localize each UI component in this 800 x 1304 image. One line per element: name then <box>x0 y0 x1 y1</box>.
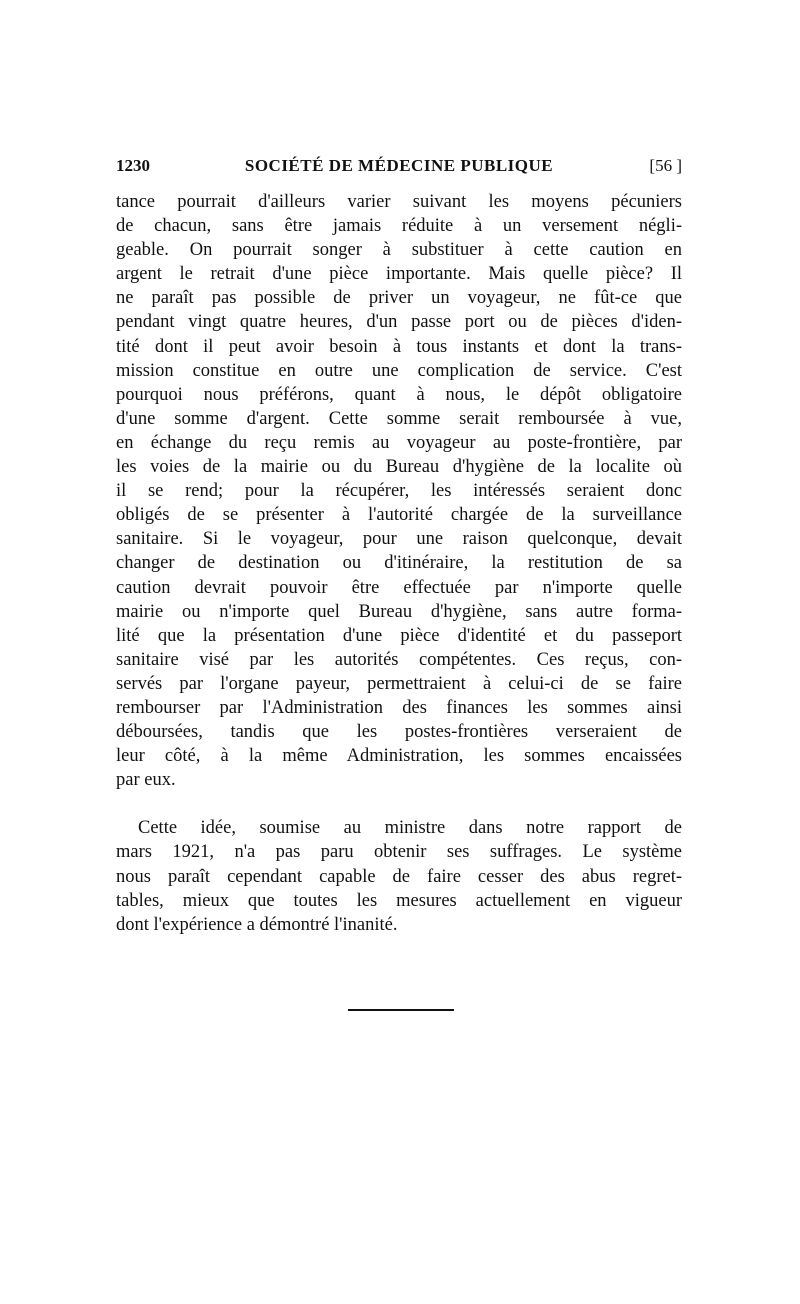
bracket-reference: [56 ] <box>649 156 682 175</box>
paragraph-2 <box>116 816 682 936</box>
text-line: tité dont il peut avoir besoin à tous instants et dont la trans- <box>116 336 682 357</box>
text-line: caution devrait pouvoir être effectuée par n'importe quelle <box>116 577 682 598</box>
text-line: les voies de la mairie ou du Bureau d'hygiène de la localite où <box>116 457 682 478</box>
text-line: sanitaire visé par les autorités compétentes. Ces reçus, con- <box>116 649 682 670</box>
text-line: lité que la présentation d'une pièce d'identité et du passeport <box>116 625 682 646</box>
running-title: SOCIÉTÉ DE MÉDECINE PUBLIQUE <box>244 156 554 175</box>
paragraph-1 <box>116 190 682 792</box>
text-line: Cette idée, soumise au ministre dans notre rapport de <box>138 818 682 839</box>
text-line: pourquoi nous préférons, quant à nous, le dépôt obligatoire <box>116 384 682 405</box>
page-body <box>116 190 682 937</box>
text-line: ne paraît pas possible de priver un voyageur, ne fût-ce que <box>116 288 682 309</box>
text-line: changer de destination ou d'itinéraire, la restitution de sa <box>116 553 682 574</box>
text-line: déboursées, tandis que les postes-frontières verseraient de <box>116 722 682 743</box>
text-line: mars 1921, n'a pas paru obtenir ses suffrages. Le système <box>116 842 682 863</box>
text-line: pendant vingt quatre heures, d'un passe port ou de pièces d'iden- <box>116 312 682 333</box>
text-line: obligés de se présenter à l'autorité chargée de la surveillance <box>116 505 682 526</box>
text-line: nous paraît cependant capable de faire cesser des abus regret- <box>116 866 682 887</box>
text-line: tance pourrait d'ailleurs varier suivant les moyens pécuniers <box>116 192 682 212</box>
text-line: rembourser par l'Administration des finances les sommes ainsi <box>116 697 682 718</box>
paragraph-gap <box>116 792 682 816</box>
section-end-rule <box>348 1009 454 1011</box>
text-line: par eux. <box>116 770 176 791</box>
text-line: d'une somme d'argent. Cette somme serait remboursée à vue, <box>116 408 682 429</box>
text-line: leur côté, à la même Administration, les sommes encaissées <box>116 746 682 767</box>
running-head <box>116 150 682 176</box>
text-line: geable. On pourrait songer à substituer à cette caution en <box>116 240 682 261</box>
text-line: de chacun, sans être jamais réduite à un versement négli- <box>116 216 682 237</box>
text-line: dont l'expérience a démontré l'inanité. <box>116 914 398 935</box>
text-line: mairie ou n'importe quel Bureau d'hygiène, sans autre forma- <box>116 601 682 622</box>
text-line: argent le retrait d'une pièce importante. Mais quelle pièce? Il <box>116 264 682 285</box>
text-line: il se rend; pour la récupérer, les intéressés seraient donc <box>116 481 682 502</box>
page-number: 1230 <box>116 156 150 175</box>
text-line: en échange du reçu remis au voyageur au poste-frontière, par <box>116 432 682 453</box>
text-line: servés par l'organe payeur, permettraient à celui-ci de se faire <box>116 673 682 694</box>
text-line: tables, mieux que toutes les mesures actuellement en vigueur <box>116 890 682 911</box>
text-line: mission constitue en outre une complication de service. C'est <box>116 360 682 381</box>
text-line: sanitaire. Si le voyageur, pour une raison quelconque, devait <box>116 529 682 550</box>
